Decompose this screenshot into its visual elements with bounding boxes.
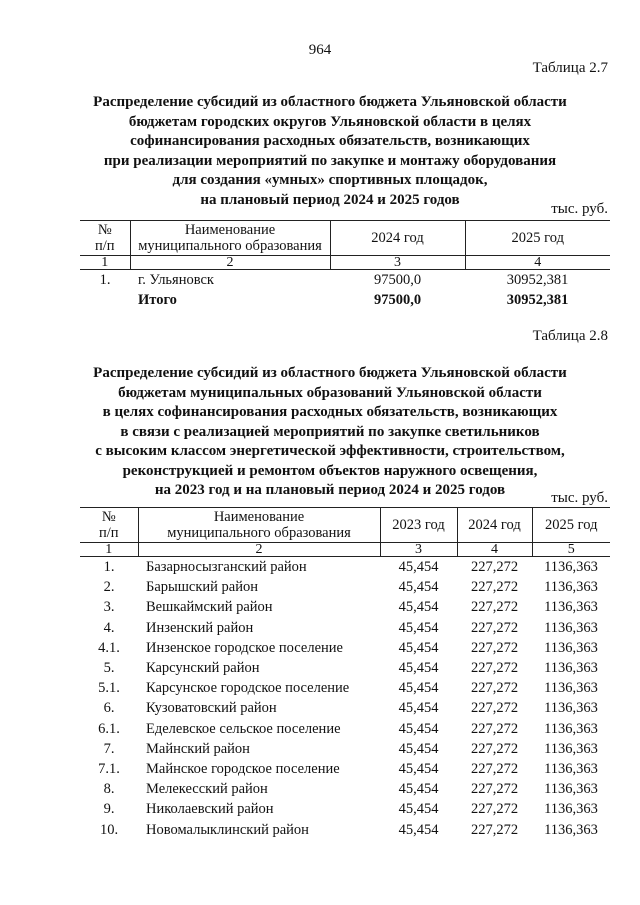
row-2023: 45,454	[398, 660, 439, 677]
col-header-2025: 2025 год	[465, 221, 610, 256]
index-cell: 1	[80, 543, 138, 557]
row-2024: 227,272	[470, 579, 519, 596]
title-line: на плановый период 2024 и 2025 годов	[200, 191, 460, 208]
title-line: в связи с реализацией мероприятий по закупке светильников	[120, 423, 540, 440]
table-2-8	[80, 507, 610, 840]
row-name: г. Ульяновск	[138, 272, 214, 289]
row-2025: 1136,363	[544, 700, 598, 717]
row-2024: 227,272	[470, 660, 519, 677]
page-number: 964	[308, 42, 332, 58]
row-2023: 45,454	[398, 801, 439, 818]
index-cell: 2	[138, 543, 380, 557]
table-row	[80, 557, 610, 578]
table-2-7-unit: тыс. руб.	[551, 201, 608, 217]
table-header-row	[80, 508, 610, 543]
row-name: Инзенское городское поселение	[146, 639, 343, 656]
row-2024: 227,272	[470, 801, 519, 818]
row-2023: 45,454	[398, 821, 439, 838]
row-name: Карсунский район	[146, 660, 260, 677]
row-name: Инзенский район	[146, 619, 254, 636]
title-line: в целях софинансирования расходных обязательств, возникающих	[102, 404, 558, 420]
title-line: Распределение субсидий из областного бюджета Ульяновской области	[93, 94, 567, 110]
row-2024: 227,272	[470, 700, 519, 717]
row-2025: 1136,363	[544, 579, 598, 596]
row-num: 4.	[103, 619, 115, 636]
title-line: бюджетам муниципальных образований Ульяновской области	[118, 384, 542, 401]
table-row	[80, 799, 610, 819]
table-row	[80, 270, 610, 291]
row-name: Базарносызганский район	[146, 559, 307, 576]
index-cell: 2	[130, 256, 330, 270]
row-name: Майнское городское поселение	[146, 760, 340, 777]
row-num: 1.	[99, 272, 111, 289]
col-header-2025: 2025 год	[532, 508, 610, 543]
row-num: 5.1.	[98, 680, 120, 697]
row-2025: 30952,381	[506, 272, 569, 289]
title-line: на 2023 год и на плановый период 2024 и 2025 годов	[154, 482, 506, 498]
col-header-name: Наименование муниципального образования	[138, 508, 380, 543]
row-2025: 1136,363	[544, 639, 598, 656]
row-name: Еделевское сельское поселение	[146, 720, 341, 737]
row-2023: 45,454	[398, 599, 439, 616]
row-num: 8.	[103, 781, 115, 798]
col-header-num: № п/п	[80, 508, 138, 543]
table-row	[80, 698, 610, 718]
row-2024: 227,272	[470, 740, 519, 757]
col-header-2024: 2024 год	[457, 508, 532, 543]
row-2023: 45,454	[398, 760, 439, 777]
row-2023: 45,454	[398, 579, 439, 596]
total-2025: 30952,381	[506, 292, 569, 309]
index-cell: 3	[330, 256, 465, 270]
row-2025: 1136,363	[544, 781, 598, 798]
row-2025: 1136,363	[544, 821, 598, 838]
title-line: для создания «умных» спортивных площадок,	[172, 172, 488, 188]
row-num: 1.	[103, 559, 115, 576]
row-2025: 1136,363	[544, 801, 598, 818]
row-2023: 45,454	[398, 781, 439, 798]
row-2025: 1136,363	[544, 599, 598, 616]
row-num: 10.	[99, 821, 119, 838]
row-2023: 45,454	[398, 700, 439, 717]
row-num: 3.	[103, 599, 115, 616]
row-2025: 1136,363	[544, 680, 598, 697]
table-row	[80, 597, 610, 617]
table-2-8-title	[70, 364, 590, 501]
row-name: Мелекесский район	[146, 781, 268, 798]
table-2-8-unit: тыс. руб.	[551, 490, 608, 506]
row-2024: 227,272	[470, 680, 519, 697]
row-name: Барышский район	[146, 579, 258, 596]
col-header-2024: 2024 год	[330, 221, 465, 256]
title-line: софинансирования расходных обязательств, возникающих	[130, 133, 530, 149]
row-2024: 97500,0	[373, 272, 422, 289]
table-row	[80, 719, 610, 739]
row-num: 7.1.	[98, 760, 120, 777]
index-cell: 5	[532, 543, 610, 557]
row-2025: 1136,363	[544, 619, 598, 636]
table-2-7-title	[70, 93, 590, 210]
row-2023: 45,454	[398, 559, 439, 576]
index-cell: 4	[465, 256, 610, 270]
row-2024: 227,272	[470, 821, 519, 838]
row-2024: 227,272	[470, 760, 519, 777]
row-num: 2.	[103, 579, 115, 596]
row-2023: 45,454	[398, 639, 439, 656]
row-2025: 1136,363	[544, 660, 598, 677]
col-header-name: Наименование муниципального образования	[130, 221, 330, 256]
table-row	[80, 819, 610, 839]
row-2024: 227,272	[470, 781, 519, 798]
title-line: с высоким классом энергетической эффективности, строительством,	[95, 443, 565, 459]
table-2-7-label: Таблица 2.7	[532, 60, 608, 76]
total-2024: 97500,0	[373, 292, 422, 309]
title-line: бюджетам городских округов Ульяновской области в целях	[128, 113, 532, 130]
row-2023: 45,454	[398, 740, 439, 757]
total-row	[80, 290, 610, 310]
index-cell: 1	[80, 256, 130, 270]
row-2023: 45,454	[398, 619, 439, 636]
table-2-8-label: Таблица 2.8	[532, 328, 608, 344]
table-row	[80, 638, 610, 658]
row-num: 7.	[103, 740, 115, 757]
table-row	[80, 618, 610, 638]
row-2025: 1136,363	[544, 559, 598, 576]
index-cell: 3	[380, 543, 457, 557]
row-2024: 227,272	[470, 599, 519, 616]
row-2025: 1136,363	[544, 740, 598, 757]
row-name: Николаевский район	[146, 801, 274, 818]
col-header-num: № п/п	[80, 221, 130, 256]
table-row	[80, 577, 610, 597]
row-2024: 227,272	[470, 559, 519, 576]
row-2024: 227,272	[470, 720, 519, 737]
row-name: Новомалыклинский район	[146, 821, 309, 838]
table-header-row	[80, 221, 610, 256]
table-row	[80, 678, 610, 698]
row-2024: 227,272	[470, 619, 519, 636]
row-num: 5.	[103, 660, 115, 677]
row-name: Майнский район	[146, 740, 250, 757]
table-2-7	[80, 220, 610, 310]
table-row	[80, 779, 610, 799]
table-row	[80, 739, 610, 759]
row-num: 4.1.	[98, 639, 120, 656]
row-num: 9.	[103, 801, 115, 818]
col-header-2023: 2023 год	[380, 508, 457, 543]
row-name: Вешкаймский район	[146, 599, 273, 616]
row-num: 6.1.	[98, 720, 120, 737]
row-2023: 45,454	[398, 680, 439, 697]
row-2023: 45,454	[398, 720, 439, 737]
row-name: Карсунское городское поселение	[146, 680, 350, 697]
index-cell: 4	[457, 543, 532, 557]
row-2024: 227,272	[470, 639, 519, 656]
column-index-row	[80, 256, 610, 270]
total-label: Итого	[138, 292, 177, 309]
row-2025: 1136,363	[544, 720, 598, 737]
total-num	[80, 290, 130, 310]
row-name: Кузоватовский район	[146, 700, 277, 717]
row-num: 6.	[103, 700, 115, 717]
title-line: реконструкцией и ремонтом объектов наружного освещения,	[122, 462, 538, 479]
column-index-row	[80, 543, 610, 557]
title-line: при реализации мероприятий по закупке и монтажу оборудования	[103, 152, 557, 169]
title-line: Распределение субсидий из областного бюджета Ульяновской области	[93, 365, 567, 381]
row-2025: 1136,363	[544, 760, 598, 777]
table-row	[80, 759, 610, 779]
table-row	[80, 658, 610, 678]
